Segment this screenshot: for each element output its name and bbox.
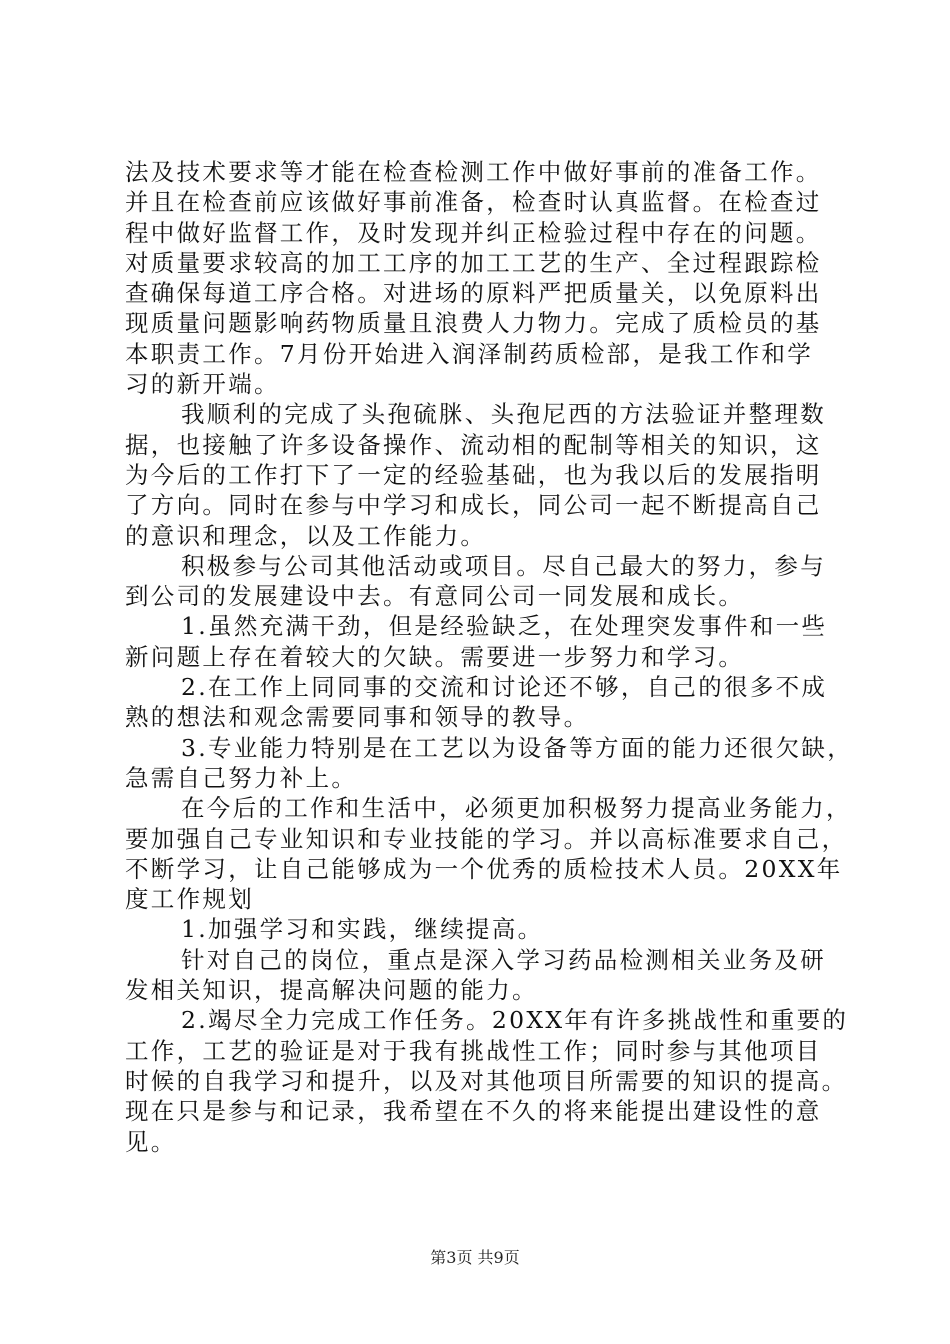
list-item-line: 2.在工作上同同事的交流和讨论还不够，自己的很多不成: [181, 673, 828, 702]
text-line: 不断学习，让自己能够成为一个优秀的质检技术人员。20XX年: [125, 854, 843, 883]
text-line: 法及技术要求等才能在检查检测工作中做好事前的准备工作。: [125, 158, 822, 186]
text-line: 度工作规划: [125, 885, 254, 914]
page-number-label: 第3页 共9页: [430, 1248, 520, 1267]
text-line: 为今后的工作打下了一定的经验基础，也为我以后的发展指明: [125, 460, 822, 489]
page-footer: [0, 1245, 950, 1268]
text-line: 熟的想法和观念需要同事和领导的教导。: [125, 703, 590, 732]
text-line: 据，也接触了许多设备操作、流动相的配制等相关的知识，这: [125, 430, 822, 459]
text-line: 的意识和理念，以及工作能力。: [125, 521, 487, 550]
text-line: 时候的自我学习和提升，以及对其他项目所需要的知识的提高。: [125, 1066, 848, 1095]
list-item-line: 1.虽然充满干劲，但是经验缺乏，在处理突发事件和一些: [181, 612, 828, 641]
list-item-line: 2.竭尽全力完成工作任务。20XX年有许多挑战性和重要的: [181, 1006, 849, 1035]
list-item-line: 3.专业能力特别是在工艺以为设备等方面的能力还很欠缺，: [181, 733, 854, 762]
paragraph-start-line: 在今后的工作和生活中，必须更加积极努力提高业务能力，: [181, 794, 852, 823]
text-line: 了方向。同时在参与中学习和成长，同公司一起不断提高自己: [125, 491, 822, 520]
text-line: 到公司的发展建设中去。有意同公司一同发展和成长。: [125, 582, 745, 611]
paragraph-start-line: 积极参与公司其他活动或项目。尽自己最大的努力，参与: [181, 551, 826, 580]
paragraph-start-line: 我顺利的完成了头孢硫脒、头孢尼西的方法验证并整理数: [181, 400, 826, 429]
text-line: 对质量要求较高的加工工序的加工工艺的生产、全过程跟踪检: [125, 248, 822, 277]
text-line: 程中做好监督工作，及时发现并纠正检验过程中存在的问题。: [125, 218, 822, 247]
list-item-line: 1.加强学习和实践，继续提高。: [181, 915, 544, 944]
text-line: 急需自己努力补上。: [125, 763, 358, 792]
text-line: 新问题上存在着较大的欠缺。需要进一步努力和学习。: [125, 642, 745, 671]
text-line: 现质量问题影响药物质量且浪费人力物力。完成了质检员的基: [125, 309, 822, 338]
text-line: 见。: [125, 1127, 177, 1156]
text-line: 习的新开端。: [125, 370, 280, 399]
text-line: 发相关知识，提高解决问题的能力。: [125, 976, 538, 1005]
text-line: 并且在检查前应该做好事前准备，检查时认真监督。在检查过: [125, 188, 822, 217]
text-line: 工作，工艺的验证是对于我有挑战性工作；同时参与其他项目: [125, 1036, 822, 1065]
text-line: 要加强自己专业知识和专业技能的学习。并以高标准要求自己，: [125, 824, 848, 853]
paragraph-start-line: 针对自己的岗位，重点是深入学习药品检测相关业务及研: [181, 945, 826, 974]
text-line: 查确保每道工序合格。对进场的原料严把质量关，以免原料出: [125, 279, 822, 308]
text-line: 本职责工作。7月份开始进入润泽制药质检部，是我工作和学: [125, 339, 814, 368]
text-line: 现在只是参与和记录，我希望在不久的将来能提出建设性的意: [125, 1097, 822, 1126]
body-text: [125, 157, 854, 1157]
